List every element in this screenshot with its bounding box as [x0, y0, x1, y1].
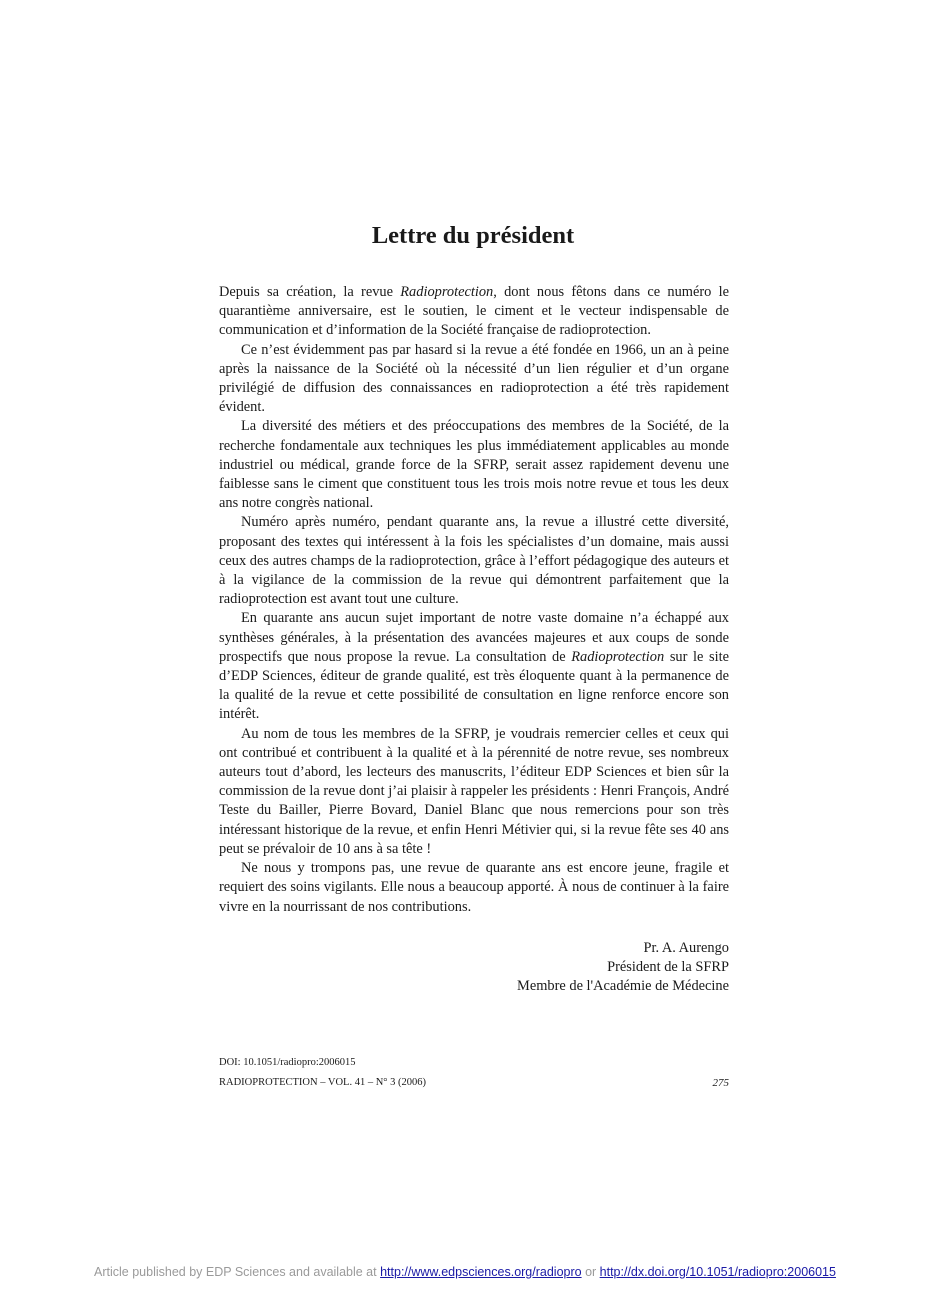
page-title: Lettre du président — [371, 222, 575, 249]
letter-body — [219, 283, 729, 917]
journal-footer: RADIOPROTECTION – VOL. 41 – N° 3 (2006) — [219, 1077, 426, 1088]
journal-name-italic: Radioprotection — [571, 648, 665, 665]
doi-link[interactable]: http://dx.doi.org/10.1051/radiopro:2006015 — [599, 1265, 836, 1279]
paragraph-2: Ce n’est évidemment pas par hasard si la revue a été fondée en 1966, un an à peine après la naissance de la Société où la nécessité d’un lien régulier et d’un organe privilégié de diffusion des connaissances en radioprotection a été très rapidement évident. — [219, 341, 729, 416]
edpsciences-link[interactable]: http://www.edpsciences.org/radiopro — [380, 1265, 582, 1279]
page-number: 275 — [712, 1077, 729, 1089]
paragraph-6: Au nom de tous les membres de la SFRP, je voudrais remercier celles et ceux qui ont contribué et contribuent à la qualité et à la pérennité de notre revue, ses nombreux auteurs tout d’abord, les lecteurs des manuscrits, l’éditeur EDP Sciences et bien sûr la commission de la revue dont j’ai plaisir à rappeler les présidents : Henri François, André Teste du Bailler, Pierre Bovard, Daniel Blanc que nous remercions pour son très intéressant historique de la revue, et enfin Henri Métivier qui, si la revue fête ses 40 ans peut se prévaloir de 10 ans à sa tête ! — [219, 725, 729, 857]
publisher-line: Article published by EDP Sciences and available at http://www.edpsciences.org/radiopro or http://dx.doi.org/10.1051/radiopro:2006015 — [94, 1265, 836, 1279]
paragraph-7: Ne nous y trompons pas, une revue de quarante ans est encore jeune, fragile et requiert des soins vigilants. Elle nous a beaucoup apporté. À nous de continuer à la faire vivre en la nourrissant de nos contributions. — [219, 860, 729, 915]
signature-block — [219, 939, 729, 996]
signature-affiliation: Membre de l'Académie de Médecine — [517, 978, 729, 994]
signature-role: Président de la SFRP — [607, 959, 729, 975]
signature-name: Pr. A. Aurengo — [643, 940, 729, 956]
doi-line: DOI: 10.1051/radiopro:2006015 — [219, 1057, 356, 1068]
paragraph-4: Numéro après numéro, pendant quarante ans, la revue a illustré cette diversité, proposant des textes qui intéressent à la fois les spécialistes d’un domaine, mais aussi ceux des autres champs de la radioprotection, grâce à l’effort pédagogique des auteurs et à la vigilance de la commission de la revue qui démontrent parfaitement que la radioprotection est avant tout une culture. — [219, 514, 729, 608]
paragraph-1: Depuis sa création, la revue Radioprotection, dont nous fêtons dans ce numéro le quarantième anniversaire, est le soutien, le ciment et le vecteur indispensable de communication et d’information de la Société française de radioprotection. — [219, 284, 730, 339]
paragraph-3: La diversité des métiers et des préoccupations des membres de la Société, de la recherche fondamentale aux techniques les plus immédiatement applicables au monde industriel ou médical, grande force de la SFRP, serait assez rapidement devenu une faiblesse sans le ciment que constituent tous les trois mois notre revue et tous les deux ans notre congrès national. — [219, 418, 729, 512]
paragraph-5: En quarante ans aucun sujet important de notre vaste domaine n’a échappé aux synthèses générales, à la présentation des avancées majeures et aux coups de sonde prospectifs que nous propose la revue. La consultation de Radioprotection sur le site d’EDP Sciences, éditeur de grande qualité, est très éloquente quant à la permanence de la qualité de la revue et cette possibilité de consultation en ligne renforce encore son intérêt. — [219, 610, 729, 723]
journal-name-italic: Radioprotection — [400, 284, 494, 300]
